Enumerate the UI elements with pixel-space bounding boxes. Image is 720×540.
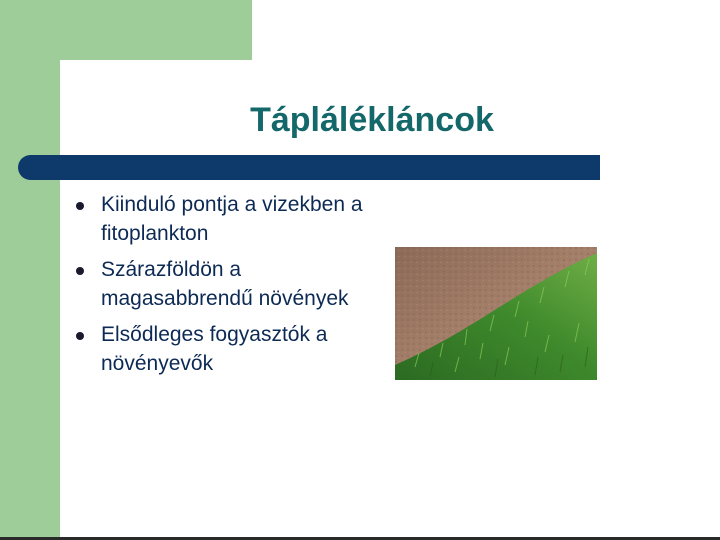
bullet-text: Elsődleges fogyasztók a növényevők (101, 323, 328, 375)
bullet-text: Szárazföldön a magasabbrendű növények (101, 258, 349, 310)
bullet-item (74, 190, 374, 248)
decor-green-sidebar (0, 0, 60, 540)
bullet-text: Kiinduló pontja a vizekben a fitoplankton (101, 193, 363, 245)
grass-photo-illustration (395, 247, 597, 380)
decor-blue-bar (18, 155, 600, 180)
bullet-list (74, 190, 374, 385)
bullet-item (74, 255, 374, 313)
grass-photo (395, 247, 597, 380)
slide-title: Táplálékláncok (250, 101, 494, 139)
bullet-dot-icon (76, 267, 84, 275)
bullet-dot-icon (76, 332, 84, 340)
bullet-item (74, 320, 374, 378)
bullet-dot-icon (76, 202, 84, 210)
